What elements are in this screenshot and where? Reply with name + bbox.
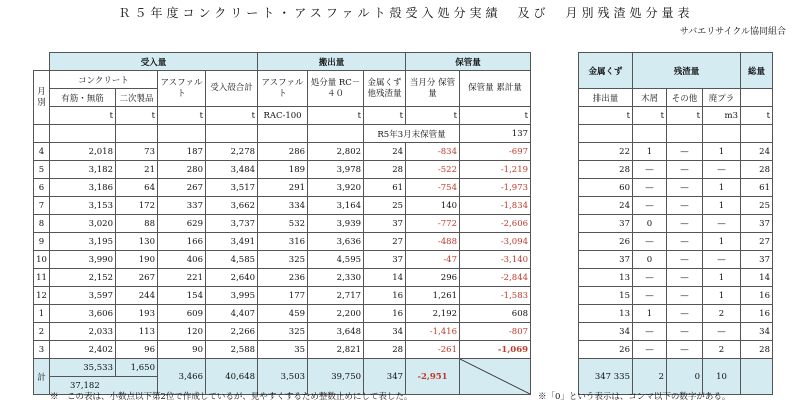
plastic-cell: — [703, 161, 741, 179]
plastic-cell: — [703, 323, 741, 341]
month-storage-header: 当月分 保管量 [406, 71, 460, 107]
unit-label: t [579, 107, 633, 125]
concrete-header: コンクリート [50, 71, 158, 89]
table-row [579, 179, 773, 197]
other-cell: — [667, 215, 703, 233]
asphalt-cell: 154 [158, 287, 206, 305]
received-total-cell: 3,737 [206, 215, 258, 233]
table-row [34, 341, 531, 359]
secondary-cell: 21 [116, 161, 158, 179]
wood-header: 木屑 [633, 89, 667, 107]
received-total-cell: 3,662 [206, 197, 258, 215]
wood-cell: — [633, 323, 667, 341]
month-cell: 12 [34, 287, 50, 305]
asphalt-cell: 337 [158, 197, 206, 215]
wood-cell: — [633, 269, 667, 287]
total-cell: 27 [741, 233, 773, 251]
ship-asphalt-cell: 35 [258, 341, 308, 359]
received-total-cell: 3,491 [206, 233, 258, 251]
table-row [34, 323, 531, 341]
plastic-cell: 1 [703, 269, 741, 287]
other-cell: — [667, 233, 703, 251]
month-cell: 8 [34, 215, 50, 233]
table-row [34, 287, 531, 305]
total-cell: 37 [741, 251, 773, 269]
rebar-cell: 3,597 [50, 287, 116, 305]
disposal-table [33, 52, 531, 395]
other-cell: — [667, 161, 703, 179]
total-cell: 16 [741, 305, 773, 323]
plastic-cell: 2 [703, 341, 741, 359]
secondary-cell: 96 [116, 341, 158, 359]
table-row [34, 215, 531, 233]
total-asphalt: 3,466 [158, 359, 206, 395]
ship-asphalt-cell: 236 [258, 269, 308, 287]
wood-cell: 0 [633, 215, 667, 233]
metal-cell: 14 [364, 269, 406, 287]
month-cell: 9 [34, 233, 50, 251]
other-cell: — [667, 323, 703, 341]
cumulative-cell: -1,973 [460, 179, 531, 197]
month-storage-cell: 1,261 [406, 287, 460, 305]
table-row [34, 269, 531, 287]
asphalt-cell: 187 [158, 143, 206, 161]
ship-asphalt-cell: 177 [258, 287, 308, 305]
metal-cell: 25 [364, 197, 406, 215]
secondary-header: 二次製品 [116, 89, 158, 107]
rebar-cell: 2,402 [50, 341, 116, 359]
discharge-cell: 34 [579, 323, 633, 341]
month-cell: 10 [34, 251, 50, 269]
wood-cell: 1 [633, 143, 667, 161]
total-cell: 34 [741, 323, 773, 341]
other-cell: — [667, 269, 703, 287]
metal-header: 金属くず [579, 53, 633, 89]
rc40-cell: 4,595 [308, 251, 364, 269]
other-cell: — [667, 341, 703, 359]
rc40-cell: 3,920 [308, 179, 364, 197]
asphalt-cell: 120 [158, 323, 206, 341]
other-header: その他 [667, 89, 703, 107]
total-ship-asphalt: 3,503 [258, 359, 308, 395]
table-row [579, 341, 773, 359]
rebar-cell: 2,152 [50, 269, 116, 287]
ship-asphalt-cell: 334 [258, 197, 308, 215]
total-metal: 347 [364, 359, 406, 395]
rc40-cell: 2,717 [308, 287, 364, 305]
metal-cell: 37 [364, 251, 406, 269]
received-total-cell: 2,640 [206, 269, 258, 287]
rebar-cell: 3,990 [50, 251, 116, 269]
month-storage-cell: -522 [406, 161, 460, 179]
ship-asphalt-cell: 325 [258, 323, 308, 341]
plastic-cell: 1 [703, 287, 741, 305]
secondary-cell: 244 [116, 287, 158, 305]
footnote-left: ※ この表は、小数点以下第2位で作成しているが、見やすくするため整数止めにして表した。 [50, 392, 413, 402]
wood-cell: 0 [633, 251, 667, 269]
carryover-value: 137 [460, 125, 531, 143]
asphalt-cell: 90 [158, 341, 206, 359]
table-row [579, 197, 773, 215]
metal-cell: 28 [364, 341, 406, 359]
table-row [579, 323, 773, 341]
rc40-cell: 3,636 [308, 233, 364, 251]
rebar-cell: 2,018 [50, 143, 116, 161]
rc40-cell: 2,200 [308, 305, 364, 323]
received-total-cell: 3,517 [206, 179, 258, 197]
unit-label: t [116, 107, 158, 125]
total-cell: 24 [741, 143, 773, 161]
metal-cell: 24 [364, 143, 406, 161]
carryover-label: R5年3月末保管量 [364, 125, 460, 143]
month-storage-cell: -47 [406, 251, 460, 269]
table-row [579, 305, 773, 323]
cumulative-cell: -3,094 [460, 233, 531, 251]
diagonal-line [460, 359, 530, 394]
asphalt-cell: 280 [158, 161, 206, 179]
unit-label: t [364, 107, 406, 125]
rc40-cell: 3,164 [308, 197, 364, 215]
ship-asphalt-cell: 459 [258, 305, 308, 323]
stored-header: 保管量 [406, 53, 531, 71]
table-row [34, 305, 531, 323]
rebar-cell: 3,153 [50, 197, 116, 215]
rebar-cell: 3,195 [50, 233, 116, 251]
cumulative-cell: -1,069 [460, 341, 531, 359]
secondary-cell: 73 [116, 143, 158, 161]
discharge-cell: 26 [579, 341, 633, 359]
organization-name: サバエリサイクル協同組合 [679, 27, 786, 37]
total-overall [741, 359, 773, 395]
unit-label: m3 [703, 107, 741, 125]
total-label: 計 [34, 359, 50, 395]
secondary-cell: 267 [116, 269, 158, 287]
cumulative-cell: -2,844 [460, 269, 531, 287]
total-rebar: 35,533 [50, 359, 116, 377]
rebar-header: 有筋・無筋 [50, 89, 116, 107]
rebar-cell: 2,033 [50, 323, 116, 341]
total-header: 総量 [741, 53, 773, 89]
metal-cell: 27 [364, 233, 406, 251]
table-row [34, 251, 531, 269]
secondary-cell: 130 [116, 233, 158, 251]
ship-asphalt-cell: 532 [258, 215, 308, 233]
ship-asphalt-sub-label: RAC-100 [258, 107, 308, 125]
plastic-cell: 1 [703, 179, 741, 197]
cumulative-cell: -1,583 [460, 287, 531, 305]
plastic-cell: — [703, 251, 741, 269]
cumulative-header: 保管量 累計量 [460, 71, 531, 107]
received-total-cell: 2,278 [206, 143, 258, 161]
ship-asphalt-cell: 189 [258, 161, 308, 179]
total-cell: 61 [741, 179, 773, 197]
month-storage-cell: 140 [406, 197, 460, 215]
unit-label: t [406, 107, 460, 125]
residue-table [578, 52, 773, 395]
shipped-header: 搬出量 [258, 53, 406, 71]
metal-cell: 61 [364, 179, 406, 197]
metal-cell: 28 [364, 161, 406, 179]
other-cell: — [667, 143, 703, 161]
asphalt-cell: 609 [158, 305, 206, 323]
metal-cell: 34 [364, 323, 406, 341]
secondary-cell: 64 [116, 179, 158, 197]
asphalt-cell: 629 [158, 215, 206, 233]
received-total-cell: 2,266 [206, 323, 258, 341]
secondary-cell: 172 [116, 197, 158, 215]
total-month-storage: -2,951 [406, 359, 460, 395]
discharge-cell: 22 [579, 143, 633, 161]
other-cell: — [667, 287, 703, 305]
wood-cell: — [633, 341, 667, 359]
asphalt-cell: 267 [158, 179, 206, 197]
month-storage-cell: -261 [406, 341, 460, 359]
unit-label: t [741, 107, 773, 125]
rebar-cell: 3,020 [50, 215, 116, 233]
total-cell: 25 [741, 197, 773, 215]
table-row [579, 269, 773, 287]
table-row [579, 287, 773, 305]
plastic-cell: 1 [703, 233, 741, 251]
discharge-cell: 28 [579, 161, 633, 179]
month-storage-cell: -834 [406, 143, 460, 161]
metal-cell: 37 [364, 215, 406, 233]
month-cell: 2 [34, 323, 50, 341]
total-other: 0 [667, 359, 703, 395]
discharge-header: 排出量 [579, 89, 633, 107]
received-total-cell: 3,995 [206, 287, 258, 305]
discharge-cell: 13 [579, 305, 633, 323]
secondary-cell: 113 [116, 323, 158, 341]
table-row [579, 233, 773, 251]
wood-cell: — [633, 161, 667, 179]
received-total-cell: 2,588 [206, 341, 258, 359]
month-cell: 6 [34, 179, 50, 197]
total-discharge: 347 335 [579, 359, 633, 395]
discharge-cell: 24 [579, 197, 633, 215]
cumulative-cell: -1,219 [460, 161, 531, 179]
rc40-cell: 3,939 [308, 215, 364, 233]
plastic-cell: 2 [703, 305, 741, 323]
total-cell: 16 [741, 287, 773, 305]
received-total-cell: 4,407 [206, 305, 258, 323]
metal-other-header: 金属くず 他残渣量 [364, 71, 406, 107]
rebar-cell: 3,186 [50, 179, 116, 197]
cumulative-cell: -3,140 [460, 251, 531, 269]
ship-asphalt-cell: 286 [258, 143, 308, 161]
plastic-cell: 1 [703, 143, 741, 161]
asphalt-cell: 221 [158, 269, 206, 287]
rc40-cell: 3,978 [308, 161, 364, 179]
metal-cell: 16 [364, 305, 406, 323]
received-header: 受入量 [50, 53, 258, 71]
month-header: 月別 [34, 71, 50, 125]
cumulative-cell: -1,834 [460, 197, 531, 215]
total-secondary: 1,650 [116, 359, 158, 377]
rebar-cell: 3,182 [50, 161, 116, 179]
rc40-cell: 2,330 [308, 269, 364, 287]
discharge-cell: 13 [579, 269, 633, 287]
rc40-cell: 3,648 [308, 323, 364, 341]
table-row [34, 179, 531, 197]
discharge-cell: 37 [579, 251, 633, 269]
diagonal-cell [460, 359, 531, 395]
wood-cell: — [633, 197, 667, 215]
month-cell: 7 [34, 197, 50, 215]
month-storage-cell: 2,192 [406, 305, 460, 323]
total-wood: 2 [633, 359, 667, 395]
rc40-cell: 2,821 [308, 341, 364, 359]
total-cell: 28 [741, 161, 773, 179]
unit-label: t [206, 107, 258, 125]
discharge-cell: 15 [579, 287, 633, 305]
month-cell: 11 [34, 269, 50, 287]
table-row [34, 161, 531, 179]
asphalt-cell: 406 [158, 251, 206, 269]
total-rc40: 39,750 [308, 359, 364, 395]
total-cell: 28 [741, 341, 773, 359]
month-storage-cell: -754 [406, 179, 460, 197]
month-cell: 3 [34, 341, 50, 359]
table-row [34, 143, 531, 161]
month-storage-cell: -1,416 [406, 323, 460, 341]
unit-label: t [667, 107, 703, 125]
asphalt-header: アスファルト [158, 71, 206, 107]
total-plastic: 10 [703, 359, 741, 395]
plastic-header: 廃プラ [703, 89, 741, 107]
unit-label: t [158, 107, 206, 125]
metal-cell: 16 [364, 287, 406, 305]
other-cell: — [667, 251, 703, 269]
wood-cell: — [633, 287, 667, 305]
wood-cell: — [633, 233, 667, 251]
discharge-cell: 26 [579, 233, 633, 251]
month-storage-cell: 296 [406, 269, 460, 287]
secondary-cell: 88 [116, 215, 158, 233]
ship-asphalt-cell: 316 [258, 233, 308, 251]
total-received: 40,648 [206, 359, 258, 395]
page-title: Ｒ５年度コンクリート・アスファルト殻受入処分実績 及び 月別残渣処分量表 [118, 6, 694, 20]
residue-header: 残渣量 [633, 53, 741, 89]
plastic-cell: 1 [703, 197, 741, 215]
other-cell: — [667, 305, 703, 323]
wood-cell: 1 [633, 305, 667, 323]
month-storage-cell: -772 [406, 215, 460, 233]
month-cell: 4 [34, 143, 50, 161]
unit-label: t [460, 107, 531, 125]
table-row [34, 233, 531, 251]
footnote-right: ※「0」という表示は、コンマ以下の数字がある。 [538, 392, 731, 402]
received-total-cell: 4,585 [206, 251, 258, 269]
ship-asphalt-header: アスファルト [258, 71, 308, 107]
table-row [579, 143, 773, 161]
month-storage-cell: -488 [406, 233, 460, 251]
rc40-header: 処分量 RC－４０ [308, 71, 364, 107]
table-row [579, 161, 773, 179]
ship-asphalt-cell: 325 [258, 251, 308, 269]
cumulative-cell: -697 [460, 143, 531, 161]
total-cell: 14 [741, 269, 773, 287]
month-cell: 1 [34, 305, 50, 323]
other-cell: — [667, 197, 703, 215]
table-row [579, 215, 773, 233]
table-row [579, 251, 773, 269]
cumulative-cell: -2,606 [460, 215, 531, 233]
total-cell: 37 [741, 215, 773, 233]
plastic-cell: — [703, 215, 741, 233]
secondary-cell: 190 [116, 251, 158, 269]
received-total-cell: 3,484 [206, 161, 258, 179]
table-row [34, 197, 531, 215]
discharge-cell: 60 [579, 179, 633, 197]
wood-cell: — [633, 179, 667, 197]
unit-label: t [50, 107, 116, 125]
month-cell: 5 [34, 161, 50, 179]
asphalt-cell: 166 [158, 233, 206, 251]
ship-asphalt-cell: 291 [258, 179, 308, 197]
rc40-cell: 2,802 [308, 143, 364, 161]
unit-label: t [308, 107, 364, 125]
other-cell: — [667, 179, 703, 197]
discharge-cell: 37 [579, 215, 633, 233]
secondary-cell: 193 [116, 305, 158, 323]
concrete-sum: 37,182 [50, 377, 158, 395]
cumulative-cell: -807 [460, 323, 531, 341]
unit-label: t [633, 107, 667, 125]
cumulative-cell: 608 [460, 305, 531, 323]
rebar-cell: 3,606 [50, 305, 116, 323]
received-total-header: 受入殻合計 [206, 71, 258, 107]
